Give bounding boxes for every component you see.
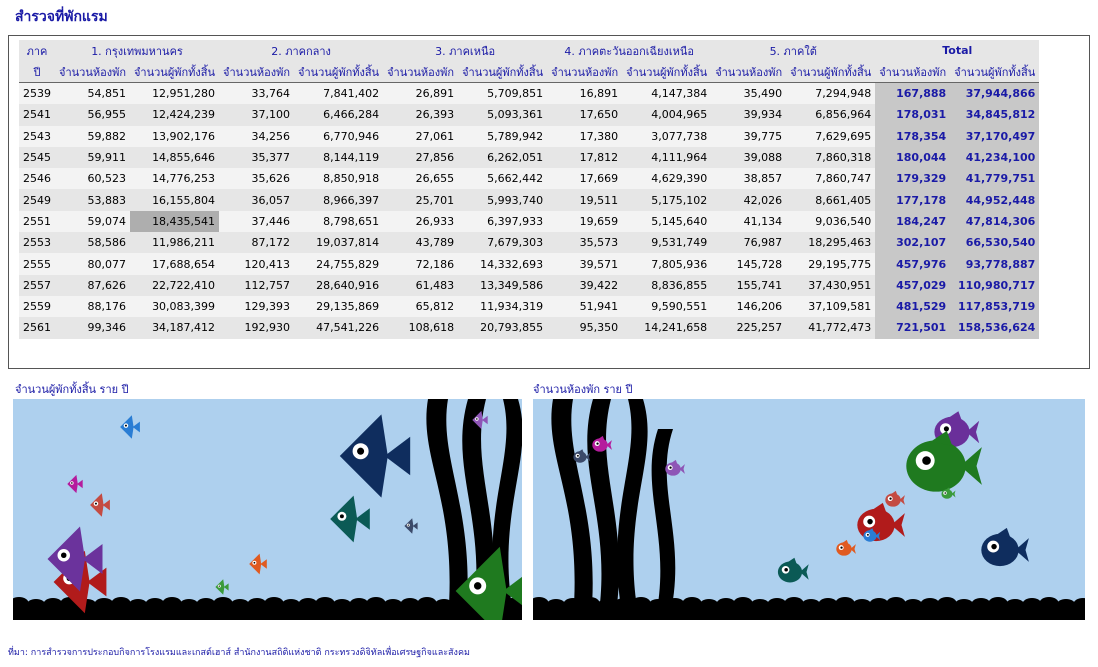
total-guests-cell[interactable]: 41,779,751 [950,168,1039,189]
region-header-bangkok[interactable]: 1. กรุงเทพมหานคร [55,40,219,61]
guests-cell[interactable]: 24,755,829 [294,253,383,274]
guests-cell[interactable]: 5,662,442 [458,168,547,189]
rooms-cell[interactable]: 26,655 [383,168,458,189]
guests-cell[interactable]: 14,241,658 [622,317,711,338]
guests-cell[interactable]: 12,951,280 [130,83,219,105]
guests-cell[interactable]: 9,531,749 [622,232,711,253]
guests-cell[interactable]: 17,688,654 [130,253,219,274]
rooms-cell[interactable]: 61,483 [383,275,458,296]
vis-left-title: จำนวนผู้พักทั้งสิ้น ราย ปี [15,383,129,396]
year-cell[interactable]: 2541 [19,104,55,125]
rooms-cell[interactable]: 59,911 [55,147,130,168]
rooms-cell[interactable]: 87,172 [219,232,294,253]
region-header-south[interactable]: 5. ภาคใต้ [711,40,875,61]
total-rooms-cell[interactable]: 179,329 [875,168,950,189]
rooms-cell[interactable]: 26,933 [383,211,458,232]
rooms-cell[interactable]: 42,026 [711,189,786,210]
rooms-cell[interactable]: 16,891 [547,83,622,105]
rooms-cell[interactable]: 225,257 [711,317,786,338]
rooms-cell[interactable]: 108,618 [383,317,458,338]
guests-cell[interactable]: 11,986,211 [130,232,219,253]
total-guests-cell[interactable]: 117,853,719 [950,296,1039,317]
year-cell[interactable]: 2559 [19,296,55,317]
roundfish-icon [981,528,1029,566]
guests-cell[interactable]: 14,332,693 [458,253,547,274]
rooms-cell[interactable]: 56,955 [55,104,130,125]
guests-cell[interactable]: 8,836,855 [622,275,711,296]
total-rooms-cell[interactable]: 457,976 [875,253,950,274]
data-table [19,40,1039,339]
angelfish-icon [330,496,370,543]
rooms-cell[interactable]: 35,377 [219,147,294,168]
rooms-cell[interactable]: 34,256 [219,126,294,147]
guests-cell[interactable]: 18,295,463 [786,232,875,253]
guests-cell[interactable]: 16,155,804 [130,189,219,210]
year-cell[interactable]: 2557 [19,275,55,296]
roundfish-icon [665,460,685,476]
rooms-cell[interactable]: 35,626 [219,168,294,189]
rooms-cell[interactable]: 39,934 [711,104,786,125]
col-rooms-header[interactable]: จำนวนห้องพัก [219,61,294,83]
total-guests-cell[interactable]: 47,814,306 [950,211,1039,232]
angelfish-icon [215,579,228,595]
year-cell[interactable]: 2546 [19,168,55,189]
guests-cell[interactable]: 6,466,284 [294,104,383,125]
total-guests-cell[interactable]: 34,845,812 [950,104,1039,125]
total-rooms-cell[interactable]: 167,888 [875,83,950,105]
rooms-aquarium-visual[interactable] [533,399,1085,620]
guests-cell[interactable]: 7,860,747 [786,168,875,189]
rooms-cell[interactable]: 120,413 [219,253,294,274]
col-rooms-header[interactable]: จำนวนห้องพัก [547,61,622,83]
col-rooms-header[interactable]: จำนวนห้องพัก [383,61,458,83]
rooms-cell[interactable]: 19,511 [547,189,622,210]
angelfish-icon [120,415,140,438]
guests-cell[interactable]: 37,109,581 [786,296,875,317]
rooms-cell[interactable]: 39,775 [711,126,786,147]
rooms-cell[interactable]: 192,930 [219,317,294,338]
guests-cell[interactable]: 7,805,936 [622,253,711,274]
guests-cell[interactable]: 6,397,933 [458,211,547,232]
guests-cell[interactable]: 8,798,651 [294,211,383,232]
guests-cell[interactable]: 29,135,869 [294,296,383,317]
guests-cell[interactable]: 28,640,916 [294,275,383,296]
angelfish-icon [404,518,417,534]
total-rooms-cell[interactable]: 184,247 [875,211,950,232]
table-row[interactable] [19,296,1039,317]
rooms-cell[interactable]: 26,393 [383,104,458,125]
guests-cell[interactable]: 8,144,119 [294,147,383,168]
region-header-total[interactable]: Total [875,40,1039,61]
angelfish-icon [340,414,410,497]
rooms-cell[interactable]: 39,088 [711,147,786,168]
guests-cell[interactable]: 20,793,855 [458,317,547,338]
total-guests-cell[interactable]: 93,778,887 [950,253,1039,274]
data-table-frame [8,35,1090,369]
year-cell[interactable]: 2545 [19,147,55,168]
year-cell[interactable]: 2553 [19,232,55,253]
table-header-row-regions [19,40,1039,61]
seaweed [551,399,675,620]
rooms-cell[interactable]: 36,057 [219,189,294,210]
rooms-aquarium-svg [533,399,1085,620]
total-guests-cell[interactable]: 110,980,717 [950,275,1039,296]
guests-cell[interactable]: 34,187,412 [130,317,219,338]
page-title: สำรวจที่พักแรม [15,9,108,25]
rooms-cell[interactable]: 87,626 [55,275,130,296]
col-guests-header[interactable]: จำนวนผู้พักทั้งสิ้น [950,61,1039,83]
rooms-cell[interactable]: 33,764 [219,83,294,105]
guests-cell[interactable]: 5,093,361 [458,104,547,125]
year-cell[interactable]: 2549 [19,189,55,210]
guests-cell[interactable]: 5,175,102 [622,189,711,210]
rooms-cell[interactable]: 39,571 [547,253,622,274]
rooms-cell[interactable]: 112,757 [219,275,294,296]
rooms-cell[interactable]: 39,422 [547,275,622,296]
guests-cell[interactable]: 4,629,390 [622,168,711,189]
table-row[interactable] [19,189,1039,210]
year-cell[interactable]: 2555 [19,253,55,274]
guests-cell[interactable]: 7,841,402 [294,83,383,105]
angelfish-icon [67,475,82,493]
table-header-row-measures [19,61,1039,83]
guests-cell[interactable]: 29,195,775 [786,253,875,274]
rooms-cell[interactable]: 72,186 [383,253,458,274]
angelfish-icon [90,493,110,516]
year-cell[interactable]: 2551 [19,211,55,232]
guests-cell[interactable]: 5,709,851 [458,83,547,105]
total-rooms-cell[interactable]: 178,031 [875,104,950,125]
roundfish-icon [778,558,809,583]
total-guests-cell[interactable]: 66,530,540 [950,232,1039,253]
year-cell[interactable]: 2561 [19,317,55,338]
guests-aquarium-visual[interactable] [13,399,522,620]
year-header: ปี [19,61,55,83]
col-guests-header[interactable]: จำนวนผู้พักทั้งสิ้น [622,61,711,83]
roundfish-icon [885,491,905,507]
guests-cell[interactable]: 5,789,942 [458,126,547,147]
rooms-cell[interactable]: 25,701 [383,189,458,210]
table-row[interactable] [19,211,1039,232]
region-header-central[interactable]: 2. ภาคกลาง [219,40,383,61]
rooms-cell[interactable]: 35,573 [547,232,622,253]
total-rooms-cell[interactable]: 721,501 [875,317,950,338]
total-rooms-cell[interactable]: 180,044 [875,147,950,168]
table-row[interactable] [19,232,1039,253]
total-rooms-cell[interactable]: 481,529 [875,296,950,317]
roundfish-icon [836,540,856,556]
table-row[interactable] [19,147,1039,168]
guests-cell[interactable]: 7,294,948 [786,83,875,105]
rooms-cell[interactable]: 35,490 [711,83,786,105]
rooms-cell[interactable]: 43,789 [383,232,458,253]
guests-cell[interactable]: 7,679,303 [458,232,547,253]
guests-cell[interactable]: 13,349,586 [458,275,547,296]
guests-cell[interactable]: 4,004,965 [622,104,711,125]
roundfish-icon [906,431,982,492]
rooms-cell[interactable]: 41,134 [711,211,786,232]
rooms-cell[interactable]: 26,891 [383,83,458,105]
guests-cell[interactable]: 4,147,384 [622,83,711,105]
rooms-cell[interactable]: 37,100 [219,104,294,125]
rooms-cell[interactable]: 38,857 [711,168,786,189]
rooms-cell[interactable]: 129,393 [219,296,294,317]
col-rooms-header[interactable]: จำนวนห้องพัก [711,61,786,83]
guests-cell[interactable]: 12,424,239 [130,104,219,125]
rooms-cell[interactable]: 54,851 [55,83,130,105]
col-rooms-header[interactable]: จำนวนห้องพัก [55,61,130,83]
col-rooms-header[interactable]: จำนวนห้องพัก [875,61,950,83]
vis-right-title: จำนวนห้องพัก ราย ปี [533,383,633,396]
guests-cell[interactable]: 30,083,399 [130,296,219,317]
guests-cell[interactable]: 14,855,646 [130,147,219,168]
rooms-cell[interactable]: 27,061 [383,126,458,147]
region-header-northeast[interactable]: 4. ภาคตะวันออกเฉียงเหนือ [547,40,711,61]
rooms-cell[interactable]: 59,882 [55,126,130,147]
col-guests-header[interactable]: จำนวนผู้พักทั้งสิ้น [458,61,547,83]
region-header-north[interactable]: 3. ภาคเหนือ [383,40,547,61]
col-guests-header[interactable]: จำนวนผู้พักทั้งสิ้น [294,61,383,83]
guests-cell[interactable]: 4,111,964 [622,147,711,168]
guests-cell[interactable]: 37,430,951 [786,275,875,296]
table-row[interactable] [19,168,1039,189]
rooms-cell[interactable]: 145,728 [711,253,786,274]
region-header: ภาค [19,40,55,61]
rooms-cell[interactable]: 155,741 [711,275,786,296]
total-rooms-cell[interactable]: 177,178 [875,189,950,210]
rooms-cell[interactable]: 88,176 [55,296,130,317]
guests-cell[interactable]: 7,629,695 [786,126,875,147]
guests-cell[interactable]: 8,850,918 [294,168,383,189]
guests-cell[interactable]: 41,772,473 [786,317,875,338]
rooms-cell[interactable]: 80,077 [55,253,130,274]
guests-cell[interactable]: 19,037,814 [294,232,383,253]
rooms-cell[interactable]: 99,346 [55,317,130,338]
table-row[interactable] [19,126,1039,147]
col-guests-header[interactable]: จำนวนผู้พักทั้งสิ้น [130,61,219,83]
total-guests-cell[interactable]: 44,952,448 [950,189,1039,210]
guests-cell[interactable]: 6,770,946 [294,126,383,147]
rooms-cell[interactable]: 60,523 [55,168,130,189]
guests-cell[interactable]: 6,856,964 [786,104,875,125]
guests-cell[interactable]: 9,590,551 [622,296,711,317]
guests-cell[interactable]: 8,966,397 [294,189,383,210]
table-row[interactable] [19,253,1039,274]
guests-cell[interactable]: 5,145,640 [622,211,711,232]
total-guests-cell[interactable]: 37,170,497 [950,126,1039,147]
rooms-cell[interactable]: 17,669 [547,168,622,189]
rooms-cell[interactable]: 59,074 [55,211,130,232]
rooms-cell[interactable]: 17,650 [547,104,622,125]
rooms-cell[interactable]: 17,812 [547,147,622,168]
rooms-cell[interactable]: 76,987 [711,232,786,253]
year-cell[interactable]: 2543 [19,126,55,147]
year-cell[interactable]: 2539 [19,83,55,105]
guests-cell[interactable]: 47,541,226 [294,317,383,338]
guests-aquarium-svg [13,399,522,620]
guests-cell[interactable]: 11,934,319 [458,296,547,317]
table-row[interactable] [19,104,1039,125]
rooms-cell[interactable]: 37,446 [219,211,294,232]
total-rooms-cell[interactable]: 302,107 [875,232,950,253]
angelfish-icon [249,554,267,575]
rooms-cell[interactable]: 19,659 [547,211,622,232]
guests-cell[interactable]: 13,902,176 [130,126,219,147]
rooms-cell[interactable]: 95,350 [547,317,622,338]
table-body [19,83,1039,339]
seabed-pebbles [13,597,522,620]
rooms-cell[interactable]: 51,941 [547,296,622,317]
rooms-cell[interactable]: 58,586 [55,232,130,253]
rooms-cell[interactable]: 27,856 [383,147,458,168]
total-rooms-cell[interactable]: 178,354 [875,126,950,147]
rooms-cell[interactable]: 53,883 [55,189,130,210]
rooms-cell[interactable]: 146,206 [711,296,786,317]
total-guests-cell[interactable]: 41,234,100 [950,147,1039,168]
guests-cell[interactable]: 18,435,541 [130,211,219,232]
rooms-cell[interactable]: 65,812 [383,296,458,317]
guests-cell[interactable]: 3,077,738 [622,126,711,147]
guests-cell[interactable]: 9,036,540 [786,211,875,232]
table-row[interactable] [19,83,1039,105]
guests-cell[interactable]: 6,262,051 [458,147,547,168]
total-rooms-cell[interactable]: 457,029 [875,275,950,296]
total-guests-cell[interactable]: 158,536,624 [950,317,1039,338]
guests-cell[interactable]: 8,661,405 [786,189,875,210]
source-footnote: ที่มา: การสำรวจการประกอบกิจการโรงแรมและเกสต์เฮาส์ สำนักงานสถิติแห่งชาติ กระทรวงดิจิทัลเพื่อเศรษฐกิจและสังคม [8,648,470,658]
col-guests-header[interactable]: จำนวนผู้พักทั้งสิ้น [786,61,875,83]
total-guests-cell[interactable]: 37,944,866 [950,83,1039,105]
guests-cell[interactable]: 7,860,318 [786,147,875,168]
table-row[interactable] [19,317,1039,338]
guests-cell[interactable]: 22,722,410 [130,275,219,296]
table-row[interactable] [19,275,1039,296]
guests-cell[interactable]: 5,993,740 [458,189,547,210]
guests-cell[interactable]: 14,776,253 [130,168,219,189]
rooms-cell[interactable]: 17,380 [547,126,622,147]
